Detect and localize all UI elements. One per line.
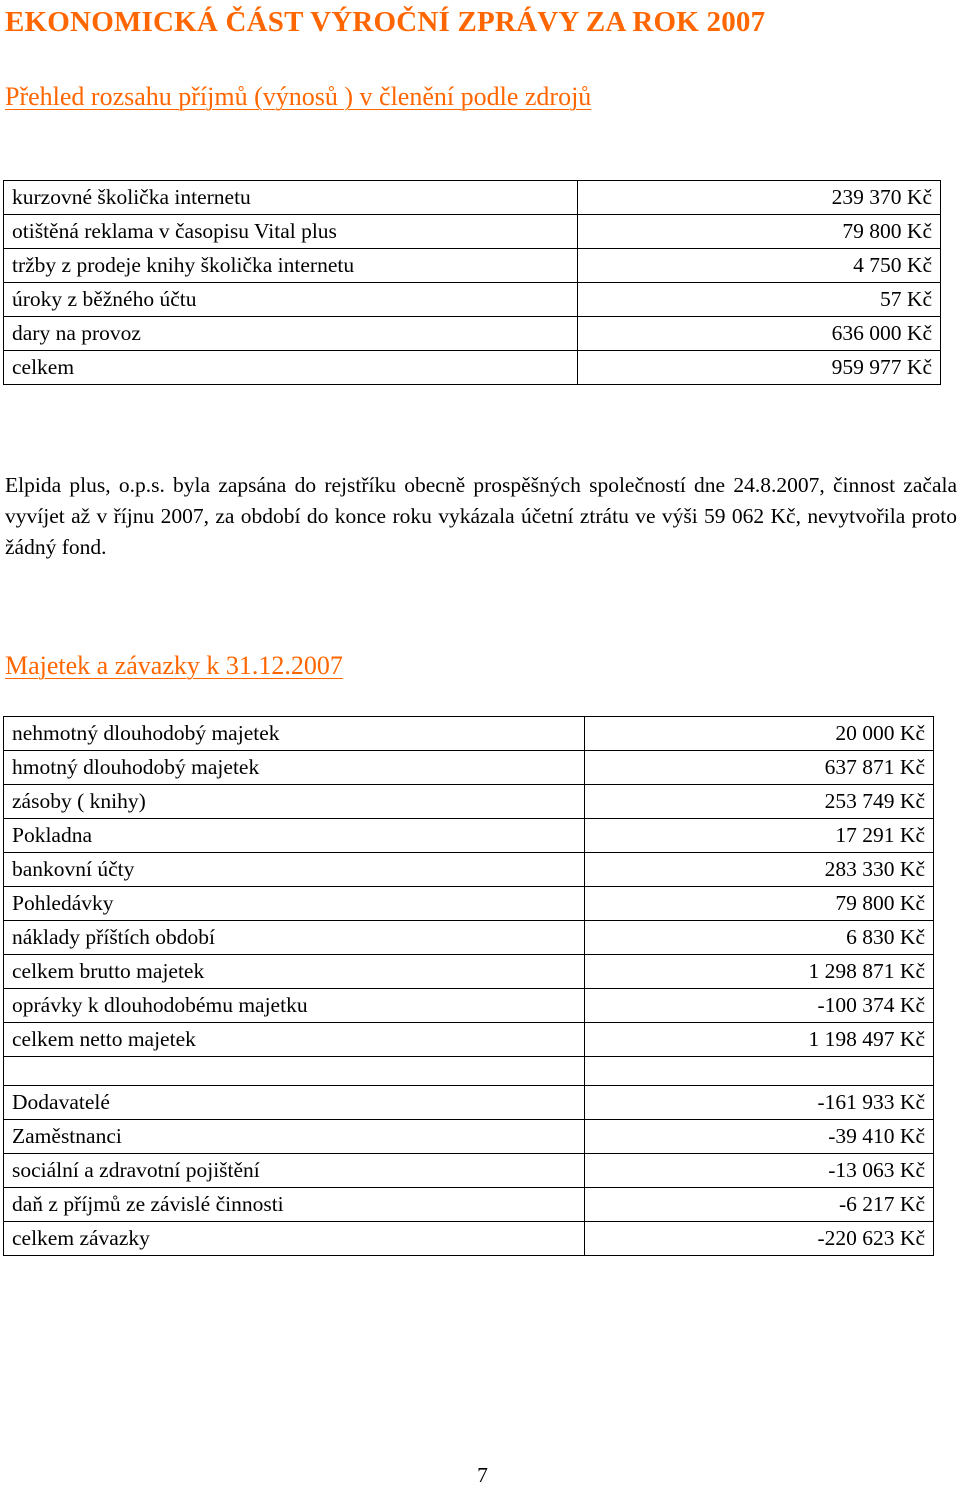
income-total-value: 959 977 Kč [578,351,941,385]
table-row [4,751,934,785]
income-value: 57 Kč [578,283,941,317]
asset-label: zásoby ( knihy) [4,785,585,819]
income-label: dary na provoz [4,317,578,351]
income-label: tržby z prodeje knihy školička internetu [4,249,578,283]
income-total-label: celkem [4,351,578,385]
document-title: EKONOMICKÁ ČÁST VÝROČNÍ ZPRÁVY ZA ROK 2007 [5,6,766,38]
table-row [4,1120,934,1154]
table-row [4,1023,934,1057]
liability-value: -39 410 Kč [585,1120,934,1154]
asset-label: náklady příštích období [4,921,585,955]
asset-label: celkem brutto majetek [4,955,585,989]
liability-label: sociální a zdravotní pojištění [4,1154,585,1188]
asset-label: bankovní účty [4,853,585,887]
income-label: otištěná reklama v časopisu Vital plus [4,215,578,249]
registration-note: Elpida plus, o.p.s. byla zapsána do rejstříku obecně prospěšných společností dne 24.8.2007, činnost začala vyvíjet až v říjnu 2007, za období do konce roku vykázala účetní ztrátu ve výši 59 062 Kč, nevytvořila proto žádný fond. [5,473,957,559]
table-row [4,1188,934,1222]
table-row [4,785,934,819]
asset-label: oprávky k dlouhodobému majetku [4,989,585,1023]
income-value: 239 370 Kč [578,181,941,215]
table-row [4,921,934,955]
asset-value: 6 830 Kč [585,921,934,955]
asset-value: 637 871 Kč [585,751,934,785]
balance-section-heading: Majetek a závazky k 31.12.2007 [5,651,343,680]
asset-label: nehmotný dlouhodobý majetek [4,717,585,751]
liability-label: celkem závazky [4,1222,585,1256]
asset-label: hmotný dlouhodobý majetek [4,751,585,785]
table-row [4,853,934,887]
asset-label: Pohledávky [4,887,585,921]
asset-value: 253 749 Kč [585,785,934,819]
income-table [3,180,941,385]
asset-value: 79 800 Kč [585,887,934,921]
income-value: 79 800 Kč [578,215,941,249]
asset-label: Pokladna [4,819,585,853]
empty-cell [585,1057,934,1086]
table-row [4,955,934,989]
asset-value: 283 330 Kč [585,853,934,887]
liability-value: -220 623 Kč [585,1222,934,1256]
empty-row [4,1057,934,1086]
table-row [4,1222,934,1256]
asset-value: 1 298 871 Kč [585,955,934,989]
asset-value: 17 291 Kč [585,819,934,853]
asset-label: celkem netto majetek [4,1023,585,1057]
table-row [4,215,941,249]
empty-cell [4,1057,585,1086]
asset-value: 20 000 Kč [585,717,934,751]
income-section-heading: Přehled rozsahu příjmů (výnosů ) v členění podle zdrojů [5,82,592,111]
income-value: 4 750 Kč [578,249,941,283]
table-row [4,717,934,751]
table-row [4,819,934,853]
liability-label: Dodavatelé [4,1086,585,1120]
liability-value: -13 063 Kč [585,1154,934,1188]
income-value: 636 000 Kč [578,317,941,351]
table-row [4,1154,934,1188]
page-number: 7 [477,1463,488,1487]
table-row [4,249,941,283]
table-row [4,351,941,385]
liability-value: -6 217 Kč [585,1188,934,1222]
table-row [4,887,934,921]
table-row [4,283,941,317]
balance-table [3,716,934,1256]
income-label: úroky z běžného účtu [4,283,578,317]
liability-value: -161 933 Kč [585,1086,934,1120]
table-row [4,317,941,351]
table-row [4,989,934,1023]
table-row [4,181,941,215]
liability-label: Zaměstnanci [4,1120,585,1154]
income-label: kurzovné školička internetu [4,181,578,215]
asset-value: -100 374 Kč [585,989,934,1023]
asset-value: 1 198 497 Kč [585,1023,934,1057]
liability-label: daň z příjmů ze závislé činnosti [4,1188,585,1222]
table-row [4,1086,934,1120]
